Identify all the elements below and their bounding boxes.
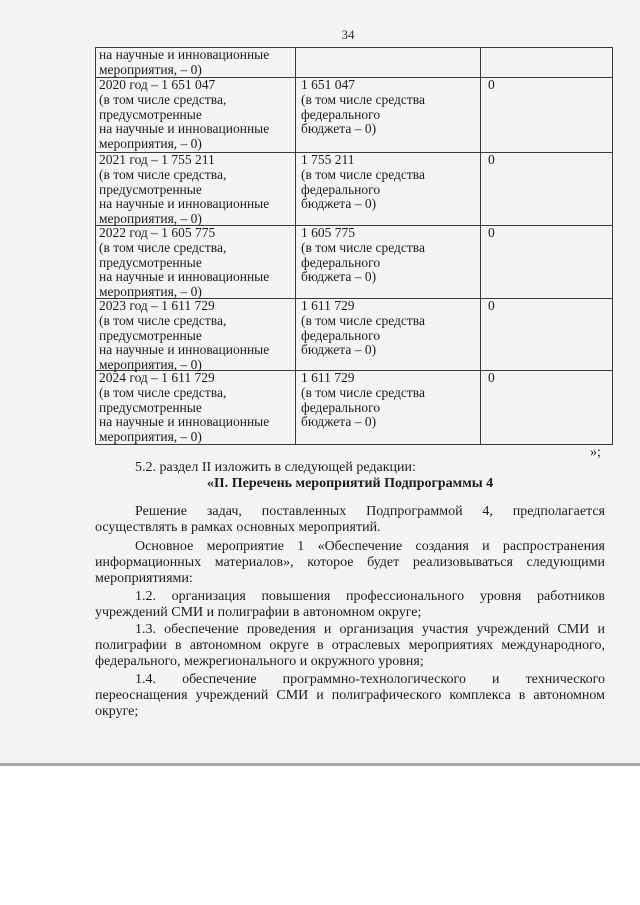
- table-cell-federal: [296, 48, 481, 77]
- table-cell-federal: 1 651 047 (в том числе средства федерального бюджета – 0): [296, 78, 481, 152]
- list-item: 1.2. организация повышения профессионального уровня работников учреждений СМИ и полиграфии в автономном округе;: [95, 589, 605, 620]
- page-number: 34: [341, 27, 355, 42]
- table-row: [96, 152, 612, 225]
- table-cell-total: на научные и инновационные мероприятия, – 0): [96, 48, 296, 77]
- table-cell-other: 0: [488, 152, 495, 167]
- table-row: [96, 298, 612, 373]
- table-row: [96, 77, 612, 152]
- table-cell-federal: 1 611 729 (в том числе средства федерального бюджета – 0): [296, 371, 481, 444]
- table-cell-other: 0: [488, 225, 495, 240]
- table-cell-other: 0: [488, 77, 495, 92]
- section-title: «II. Перечень мероприятий Подпрограммы 4: [206, 476, 494, 491]
- closing-quote: »;: [590, 445, 601, 460]
- table-cell-total: 2024 год – 1 611 729 (в том числе средства, предусмотренные на научные и инновационные мероприятия, – 0): [96, 371, 296, 444]
- table-cell-total: 2022 год – 1 605 775 (в том числе средства, предусмотренные на научные и инновационные мероприятия, – 0): [96, 226, 296, 298]
- table-cell-total: 2021 год – 1 755 211 (в том числе средства, предусмотренные на научные и инновационные мероприятия, – 0): [96, 153, 296, 225]
- table-cell-federal: 1 611 729 (в том числе средства федерального бюджета – 0): [296, 299, 481, 370]
- table-cell-federal: 1 755 211 (в том числе средства федерального бюджета – 0): [296, 153, 481, 225]
- list-item: 1.4. обеспечение программно-технологического и технического переоснащения учреждений СМИ и полиграфического комплекса в автономном округе;: [95, 672, 605, 719]
- table-cell-total: 2020 год – 1 651 047 (в том числе средства, предусмотренные на научные и инновационные мероприятия, – 0): [96, 78, 296, 152]
- table-row: [96, 370, 612, 444]
- table-cell-other: 0: [488, 370, 495, 385]
- paragraph: Основное мероприятие 1 «Обеспечение создания и распространения информационных материалов», которое будет реализовываться следующими мероприятиями:: [95, 539, 605, 586]
- table-cell-federal: 1 605 775 (в том числе средства федерального бюджета – 0): [296, 226, 481, 298]
- table-row: [96, 225, 612, 298]
- table-cell-other: [481, 48, 612, 77]
- list-item: 1.3. обеспечение проведения и организация участия учреждений СМИ и полиграфии в автономном округе в отраслевых мероприятиях международного, федерального, межрегионального и окружного уровня;: [95, 622, 605, 669]
- funding-table: [95, 47, 613, 445]
- table-row: [96, 48, 612, 77]
- table-cell-total: 2023 год – 1 611 729 (в том числе средства, предусмотренные на научные и инновационные мероприятия, – 0): [96, 299, 296, 370]
- paragraph: Решение задач, поставленных Подпрограммой 4, предполагается осуществлять в рамках основных мероприятий.: [95, 504, 605, 535]
- amendment-instruction: 5.2. раздел II изложить в следующей редакции:: [135, 460, 416, 475]
- table-cell-other: 0: [488, 298, 495, 313]
